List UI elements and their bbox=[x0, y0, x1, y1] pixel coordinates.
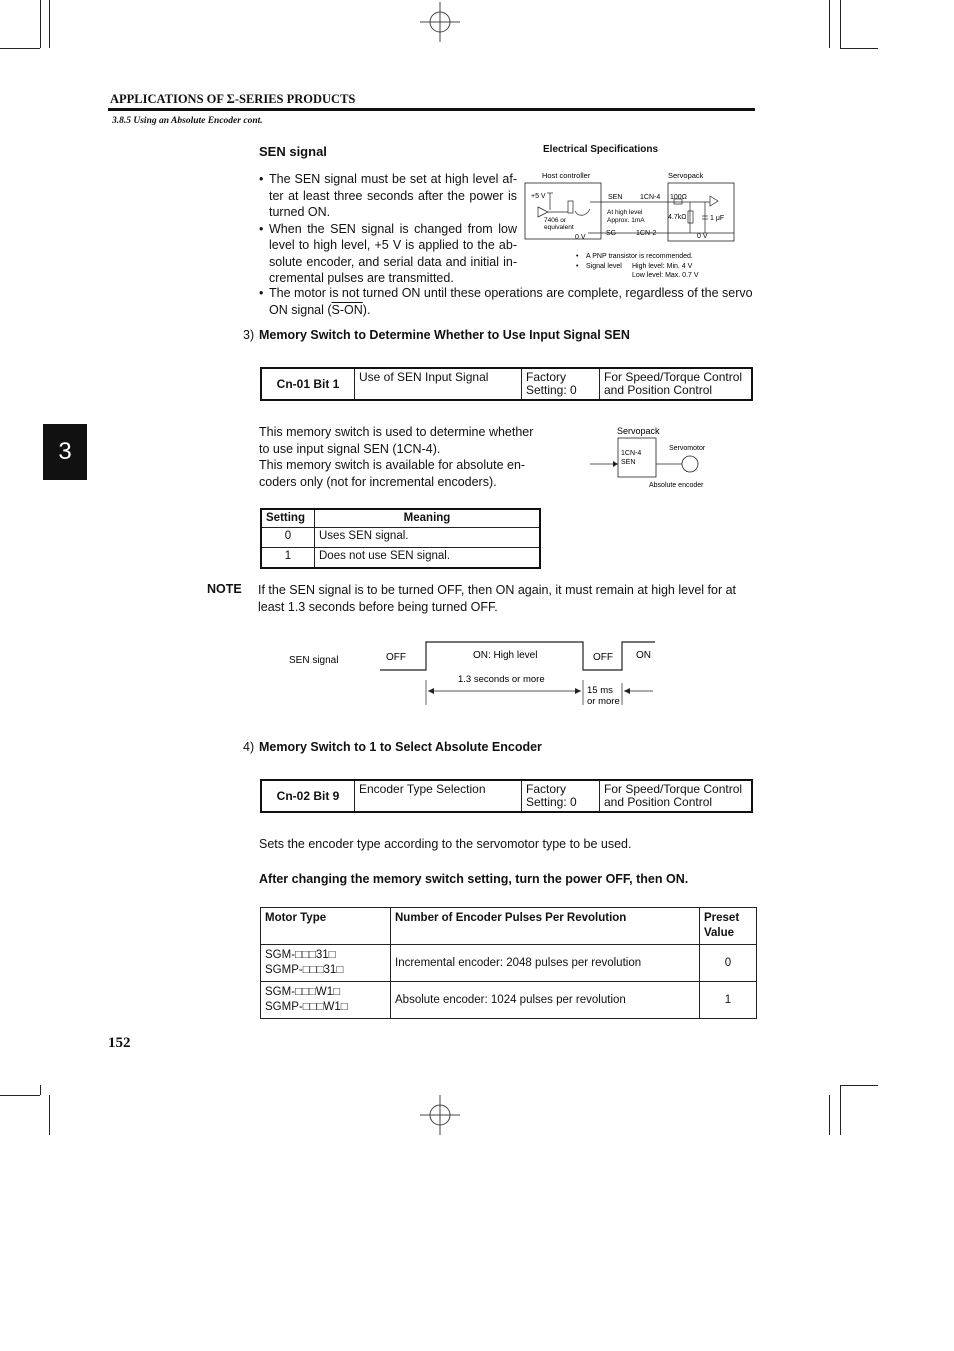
electrical-spec-diagram bbox=[520, 165, 750, 285]
memory-switch-table-cn02 bbox=[260, 779, 753, 813]
factory-setting: Factory Setting: 0 bbox=[522, 780, 600, 812]
switch-id: Cn-02 Bit 9 bbox=[261, 780, 355, 812]
factory-setting: Factory Setting: 0 bbox=[522, 368, 600, 400]
table-row: 1 Does not use SEN signal. bbox=[261, 548, 540, 568]
switch-name: Encoder Type Selection bbox=[355, 780, 522, 812]
power-cycle-warning: After changing the memory switch setting, turn the power OFF, then ON. bbox=[259, 872, 689, 886]
svg-text:SEN signal: SEN signal bbox=[289, 655, 339, 666]
svg-text:SEN: SEN bbox=[621, 459, 636, 466]
section-4-number: 4) bbox=[243, 740, 255, 754]
svg-text:1CN-4: 1CN-4 bbox=[640, 194, 661, 201]
section-4-description: Sets the encoder type according to the servomotor type to be used. bbox=[259, 837, 632, 851]
svg-text:SEN: SEN bbox=[608, 194, 623, 201]
table-row: SGM-□□□W1□ SGMP-□□□W1□ Absolute encoder: 1024 pulses per revolution 1 bbox=[261, 982, 757, 1019]
svg-text:SG: SG bbox=[606, 230, 617, 237]
svg-text:1.3 seconds or more: 1.3 seconds or more bbox=[458, 674, 545, 685]
section-4-title: Memory Switch to 1 to Select Absolute Encoder bbox=[259, 740, 542, 754]
sen-bullet-list bbox=[259, 171, 517, 287]
svg-text:0 V: 0 V bbox=[575, 234, 586, 241]
table-row: SGM-□□□31□ SGMP-□□□31□ Incremental encoder: 2048 pulses per revolution 0 bbox=[261, 945, 757, 982]
section-3-number: 3) bbox=[243, 328, 255, 342]
svg-text:At high level: At high level bbox=[607, 209, 643, 216]
svg-text:1CN-2: 1CN-2 bbox=[636, 230, 657, 237]
list-item: • When the SEN signal is changed from low level to high level, +5 V is applied to the ab-solute encoder, and serial data and initial in-cremental pulses are transmitted. bbox=[259, 221, 517, 285]
sen-connection-diagram bbox=[585, 422, 725, 492]
section-reference: 3.8.5 Using an Absolute Encoder cont. bbox=[112, 116, 263, 126]
svg-text:7406 or: 7406 or bbox=[544, 217, 567, 224]
list-item: • The SEN signal must be set at high level af-ter at least three seconds after the power is turned ON. bbox=[259, 172, 517, 219]
svg-text:equivalent: equivalent bbox=[544, 224, 574, 231]
svg-text:15 ms: 15 ms bbox=[587, 685, 613, 696]
page-number: 152 bbox=[108, 1035, 131, 1051]
svg-text:Signal level: Signal level bbox=[586, 263, 622, 270]
svg-text:Servomotor: Servomotor bbox=[669, 445, 706, 452]
note-label: NOTE bbox=[207, 582, 242, 596]
control-mode: For Speed/Torque Control and Position Control bbox=[600, 780, 753, 812]
sen-signal-heading: SEN signal bbox=[259, 144, 327, 159]
svg-text:0 V: 0 V bbox=[697, 233, 708, 240]
table-row bbox=[261, 368, 752, 400]
svg-text:High level: Min. 4 V: High level: Min. 4 V bbox=[632, 263, 693, 270]
servopack-label: Servopack bbox=[668, 171, 704, 180]
svg-text:or more: or more bbox=[587, 696, 620, 707]
electrical-spec-title: Electrical Specifications bbox=[543, 144, 659, 155]
svg-text:OFF: OFF bbox=[386, 652, 406, 663]
svg-text:•: • bbox=[576, 263, 579, 270]
host-controller-label: Host controller bbox=[542, 171, 591, 180]
note-text: If the SEN signal is to be turned OFF, then ON again, it must remain at high level for at least 1.3 seconds before being turned OFF. bbox=[258, 583, 737, 614]
svg-text:100Ω: 100Ω bbox=[670, 194, 687, 201]
svg-text:OFF: OFF bbox=[593, 652, 613, 663]
table-row: 0 Uses SEN signal. bbox=[261, 528, 540, 548]
motor-type-table bbox=[260, 907, 757, 1019]
svg-text:•: • bbox=[576, 253, 579, 260]
control-mode: For Speed/Torque Control and Position Control bbox=[600, 368, 753, 400]
list-item: • The motor is not turned ON until these operations are complete, regardless of the servo ON signal (S-ON). bbox=[259, 286, 753, 317]
table-row bbox=[261, 780, 752, 812]
svg-text:Absolute encoder: Absolute encoder bbox=[649, 482, 704, 489]
svg-text:4.7kΩ: 4.7kΩ bbox=[668, 214, 687, 221]
svg-text:Servopack: Servopack bbox=[617, 426, 660, 436]
section-3-title: Memory Switch to Determine Whether to Use Input Signal SEN bbox=[259, 328, 630, 342]
registration-mark-bottom bbox=[420, 1095, 460, 1135]
sen-timing-diagram bbox=[285, 635, 665, 715]
memory-switch-table-cn01 bbox=[260, 367, 753, 401]
svg-text:A PNP transistor is recommende: A PNP transistor is recommended. bbox=[586, 253, 693, 260]
switch-name: Use of SEN Input Signal bbox=[355, 368, 522, 400]
svg-text:1CN-4: 1CN-4 bbox=[621, 450, 642, 457]
svg-text:ON: High level: ON: High level bbox=[473, 650, 538, 661]
switch-id: Cn-01 Bit 1 bbox=[261, 368, 355, 400]
running-title: APPLICATIONS OF Σ-SERIES PRODUCTS bbox=[110, 92, 356, 106]
svg-text:ON: ON bbox=[636, 650, 651, 661]
svg-text:Approx. 1mA: Approx. 1mA bbox=[607, 217, 645, 224]
chapter-tab: 3 bbox=[43, 424, 87, 480]
svg-text:+5 V: +5 V bbox=[531, 193, 546, 200]
svg-text:1 μF: 1 μF bbox=[710, 215, 725, 222]
svg-text:Low level: Max. 0.7 V: Low level: Max. 0.7 V bbox=[632, 272, 699, 279]
setting-table bbox=[260, 508, 541, 569]
header-rule bbox=[108, 108, 755, 111]
table-header: Setting Meaning bbox=[261, 509, 540, 528]
section-3-description: This memory switch is used to determine whether to use input signal SEN (1CN-4). This memory switch is available for absolute en- coders only (not for incremental encoders). bbox=[259, 425, 534, 489]
table-header: Motor Type Number of Encoder Pulses Per Revolution Preset Value bbox=[261, 908, 757, 945]
registration-mark-top bbox=[420, 2, 460, 42]
